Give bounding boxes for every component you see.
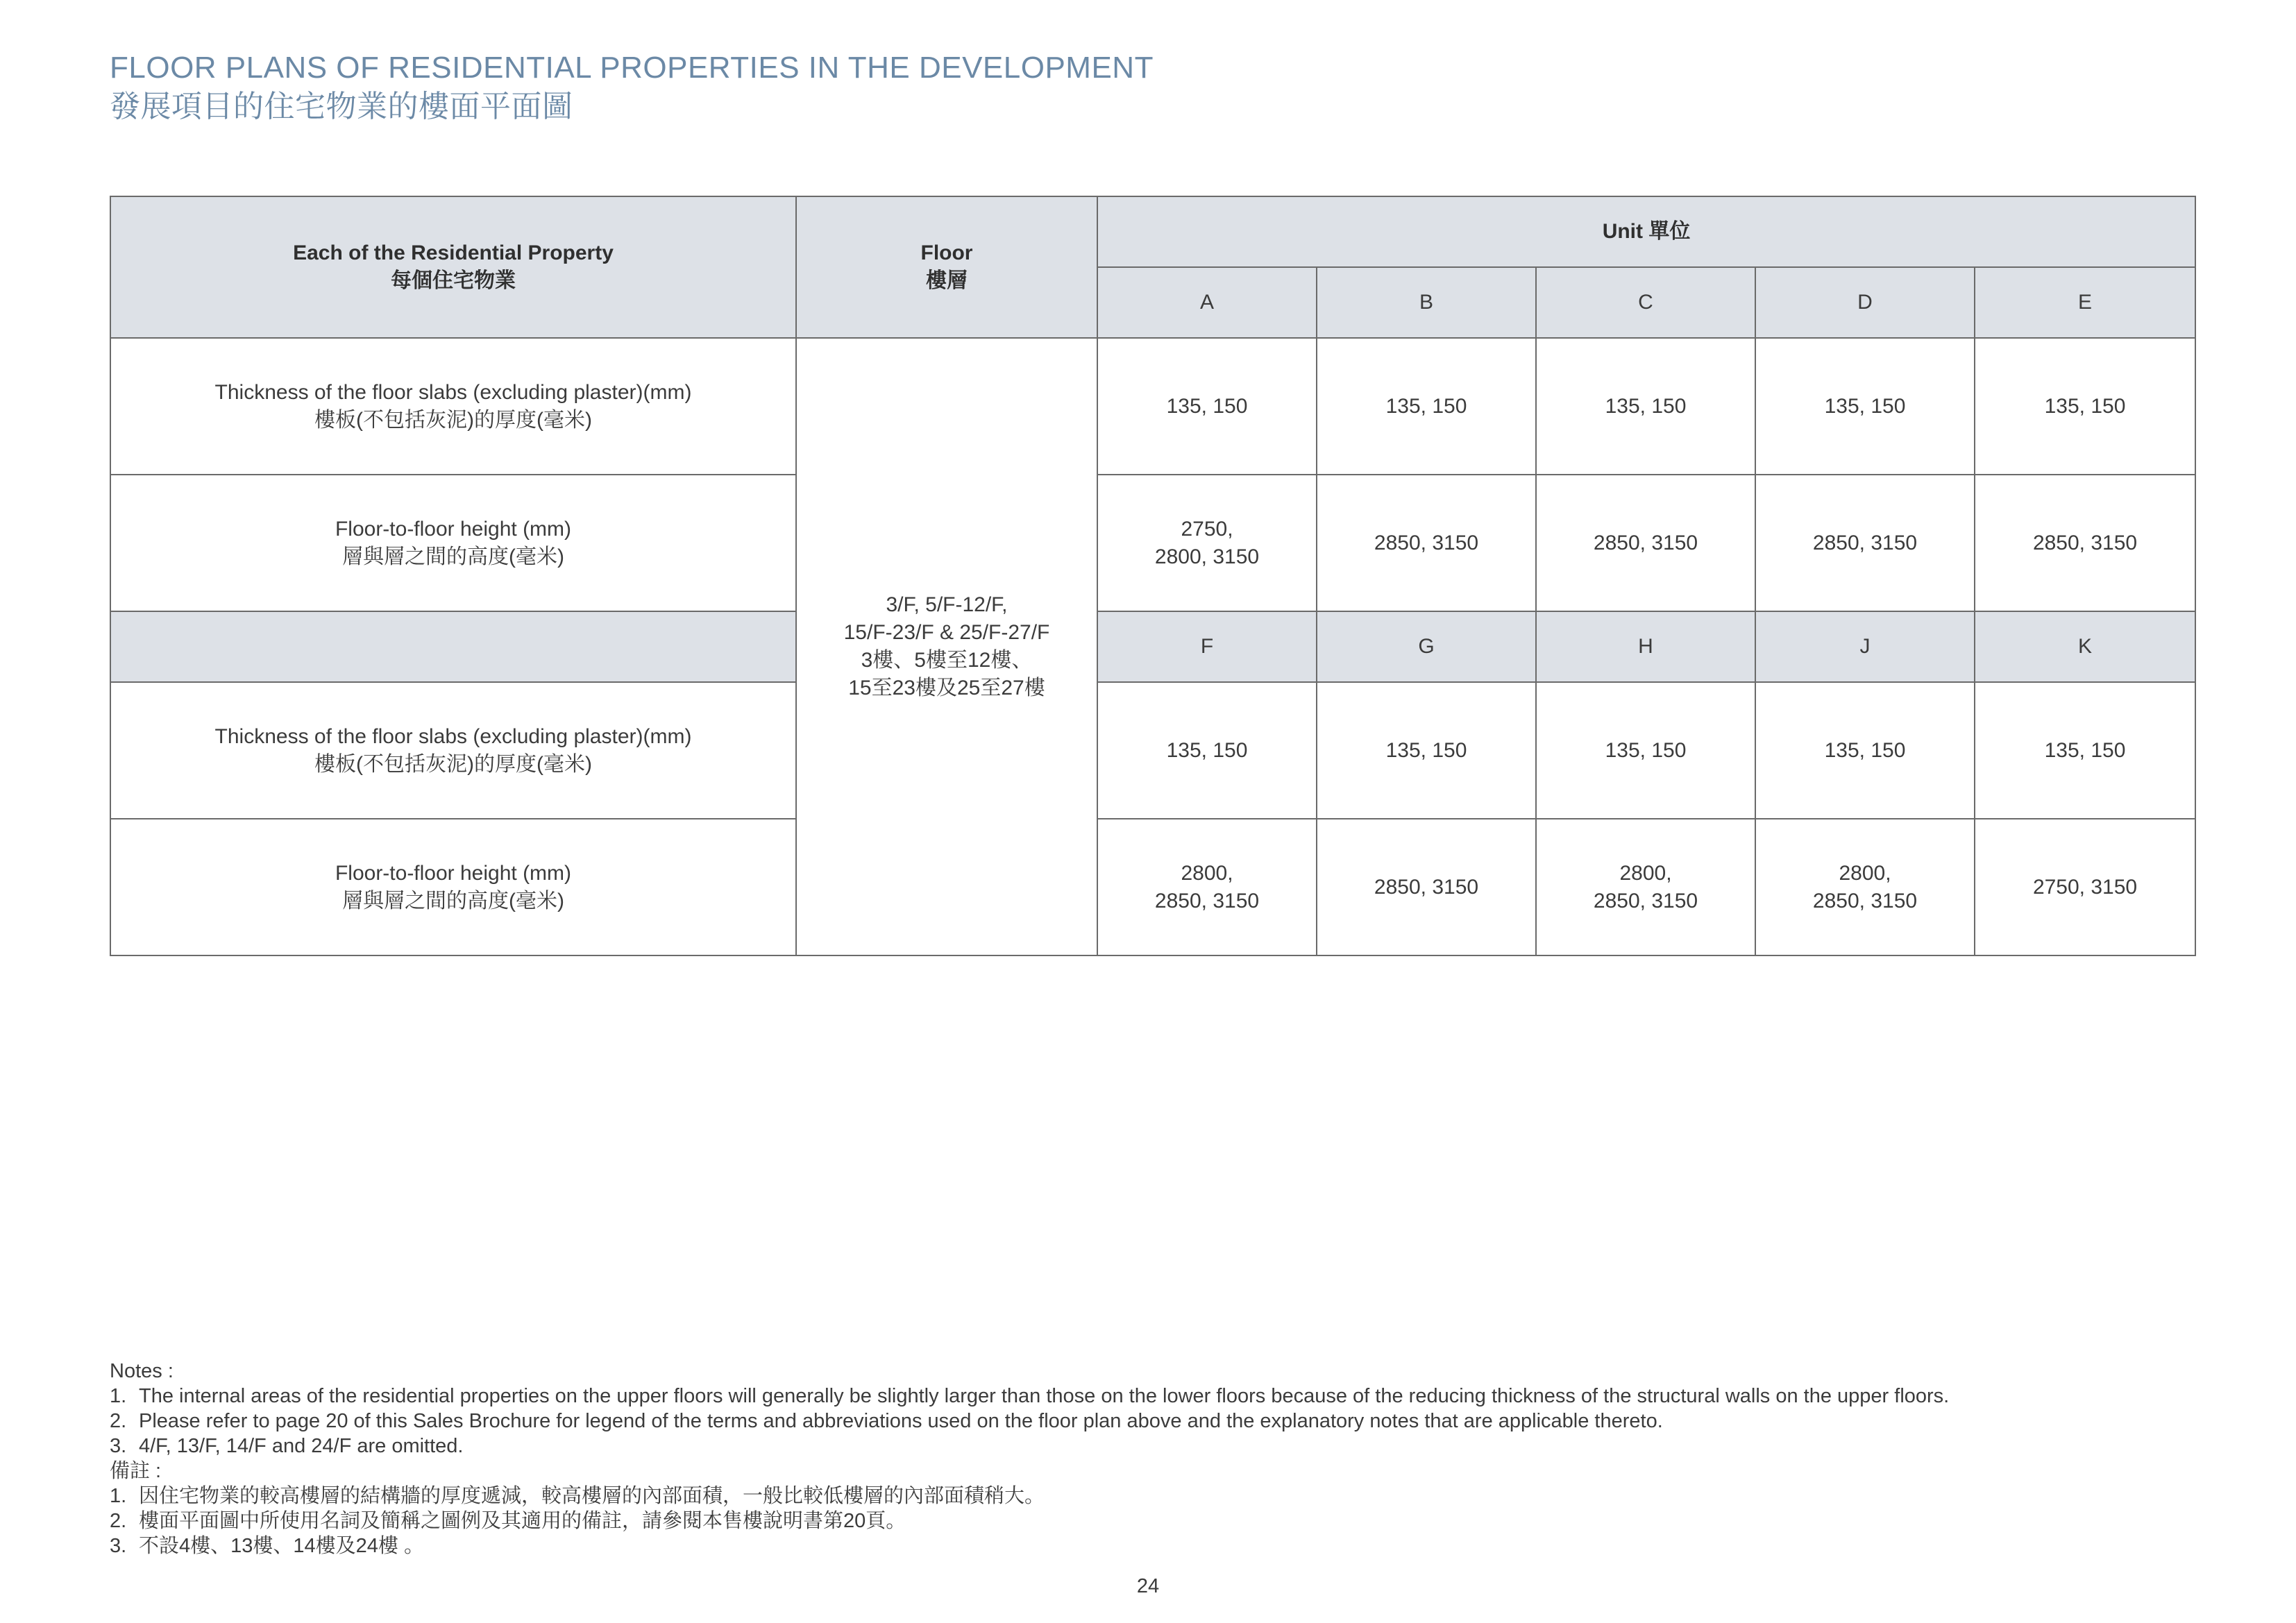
value-line: 135, 150	[1385, 394, 1467, 418]
note-number: 2.	[110, 1410, 127, 1432]
value-line: 135, 150	[1166, 394, 1248, 418]
unit-header-cell: F	[1097, 611, 1317, 682]
value-cell	[1536, 819, 1755, 955]
value-cell	[1755, 475, 1975, 611]
row-label-cell	[110, 682, 796, 819]
value-line: 2800,	[1181, 861, 1233, 885]
unit-header-cell: E	[1975, 267, 2195, 338]
value-line: 2800,	[1839, 861, 1891, 885]
row-label-cell	[110, 338, 796, 475]
note-text: 因住宅物業的較高樓層的結構牆的厚度遞減，較高樓層的內部面積，一般比較低樓層的內部面積稍大。	[139, 1485, 1045, 1507]
note-text: The internal areas of the residential properties on the upper floors will generally be slightly larger than those on the lower floors because of the reducing thickness of the structural walls on the upper floors.	[139, 1385, 1950, 1407]
value-cell	[1755, 819, 1975, 955]
unit-header-cell: J	[1755, 611, 1975, 682]
note-item	[110, 1509, 2192, 1533]
floor-value-line: 3/F, 5/F-12/F,	[886, 593, 1008, 616]
value-line: 2850, 3150	[1374, 531, 1479, 554]
value-cell	[1755, 682, 1975, 819]
value-line: 2850, 3150	[1374, 875, 1479, 899]
unit-header-cell: C	[1536, 267, 1755, 338]
value-line: 2750,	[1181, 517, 1233, 541]
value-line: 2850, 3150	[1593, 531, 1698, 554]
row-label-english: Thickness of the floor slabs (excluding plaster)(mm)	[214, 380, 692, 404]
note-number: 2.	[110, 1510, 127, 1532]
row-label-english: Thickness of the floor slabs (excluding plaster)(mm)	[214, 724, 692, 748]
value-cell	[1975, 682, 2195, 819]
unit-header-cell: G	[1317, 611, 1536, 682]
unit-header-cell: H	[1536, 611, 1755, 682]
value-cell	[1536, 682, 1755, 819]
unit-group-header: Unit 單位	[1097, 196, 2195, 267]
value-line: 135, 150	[2044, 738, 2126, 762]
row-label-chinese: 層與層之間的高度(毫米)	[342, 889, 564, 912]
page-title-block	[110, 49, 1498, 126]
notes-heading-chinese: 備註 :	[110, 1460, 162, 1482]
note-item	[110, 1434, 2192, 1459]
row-label-cell	[110, 475, 796, 611]
note-item	[110, 1409, 2192, 1434]
note-item	[110, 1533, 2192, 1558]
value-line: 2850, 3150	[1812, 531, 1918, 554]
value-cell	[1097, 819, 1317, 955]
value-cell	[1097, 475, 1317, 611]
page-number: 24	[1136, 1575, 1160, 1597]
value-cell	[1097, 682, 1317, 819]
value-line: 135, 150	[1385, 738, 1467, 762]
page-title-chinese: 發展項目的住宅物業的樓面平面圖	[110, 90, 573, 124]
note-number: 1.	[110, 1485, 127, 1507]
property-header-chinese: 每個住宅物業	[391, 269, 516, 292]
value-cell	[1536, 475, 1755, 611]
floor-header-chinese: 樓層	[926, 269, 968, 292]
floor-value-line: 15/F-23/F & 25/F-27/F	[843, 621, 1050, 644]
property-column-header	[110, 196, 796, 338]
table-row	[110, 338, 2195, 475]
table-row	[110, 682, 2195, 819]
note-text: 4/F, 13/F, 14/F and 24/F are omitted.	[139, 1435, 464, 1457]
floor-header-english: Floor	[920, 241, 973, 264]
value-cell	[1317, 338, 1536, 475]
row-label-english: Floor-to-floor height (mm)	[335, 861, 572, 885]
note-number: 1.	[110, 1385, 127, 1407]
value-cell	[1975, 475, 2195, 611]
table-header-row	[110, 196, 2195, 267]
value-line: 2850, 3150	[1593, 889, 1698, 912]
value-cell	[1317, 475, 1536, 611]
value-line: 135, 150	[2044, 394, 2126, 418]
value-cell	[1975, 338, 2195, 475]
value-line: 2850, 3150	[2032, 531, 2138, 554]
row-label-chinese: 樓板(不包括灰泥)的厚度(毫米)	[314, 408, 592, 432]
property-header-english: Each of the Residential Property	[293, 241, 614, 264]
value-line: 135, 150	[1824, 738, 1906, 762]
note-item	[110, 1484, 2192, 1509]
notes-section	[110, 1359, 2192, 1558]
row-label-cell	[110, 819, 796, 955]
unit-header-cell: K	[1975, 611, 2195, 682]
table-row	[110, 475, 2195, 611]
note-number: 3.	[110, 1535, 127, 1557]
note-text: Please refer to page 20 of this Sales Brochure for legend of the terms and abbreviations used on the floor plan above and the explanatory notes that are applicable thereto.	[139, 1410, 1663, 1432]
value-line: 2800,	[1619, 861, 1672, 885]
floor-value-cell	[796, 338, 1097, 955]
value-cell	[1097, 338, 1317, 475]
floor-specification-table	[110, 196, 2196, 956]
value-cell	[1975, 819, 2195, 955]
value-line: 135, 150	[1824, 394, 1906, 418]
blank-header-cell	[110, 611, 796, 682]
value-line: 2850, 3150	[1154, 889, 1260, 912]
value-cell	[1317, 682, 1536, 819]
note-item	[110, 1384, 2192, 1409]
notes-heading-english: Notes :	[110, 1360, 174, 1382]
row-label-chinese: 樓板(不包括灰泥)的厚度(毫米)	[314, 752, 592, 776]
row-label-english: Floor-to-floor height (mm)	[335, 517, 572, 541]
floor-value-line: 15至23樓及25至27樓	[848, 677, 1045, 699]
floor-column-header	[796, 196, 1097, 338]
note-text: 不設4樓、13樓、14樓及24樓 。	[139, 1535, 424, 1557]
value-cell	[1536, 338, 1755, 475]
note-number: 3.	[110, 1435, 127, 1457]
row-label-chinese: 層與層之間的高度(毫米)	[342, 545, 564, 568]
unit-header-cell: D	[1755, 267, 1975, 338]
value-line: 135, 150	[1605, 394, 1687, 418]
value-line: 2850, 3150	[1812, 889, 1918, 912]
value-line: 135, 150	[1166, 738, 1248, 762]
unit-letters-row	[110, 611, 2195, 682]
floor-value-line: 3樓、5樓至12樓、	[861, 649, 1033, 672]
note-text: 樓面平面圖中所使用名詞及簡稱之圖例及其適用的備註，請參閱本售樓說明書第20頁。	[139, 1510, 906, 1532]
value-line: 2750, 3150	[2032, 875, 2138, 899]
value-line: 135, 150	[1605, 738, 1687, 762]
unit-header-cell: B	[1317, 267, 1536, 338]
value-line: 2800, 3150	[1154, 545, 1260, 568]
page-title-english: FLOOR PLANS OF RESIDENTIAL PROPERTIES IN THE DEVELOPMENT	[110, 51, 1154, 85]
unit-header-cell: A	[1097, 267, 1317, 338]
value-cell	[1755, 338, 1975, 475]
value-cell	[1317, 819, 1536, 955]
table-row	[110, 819, 2195, 955]
